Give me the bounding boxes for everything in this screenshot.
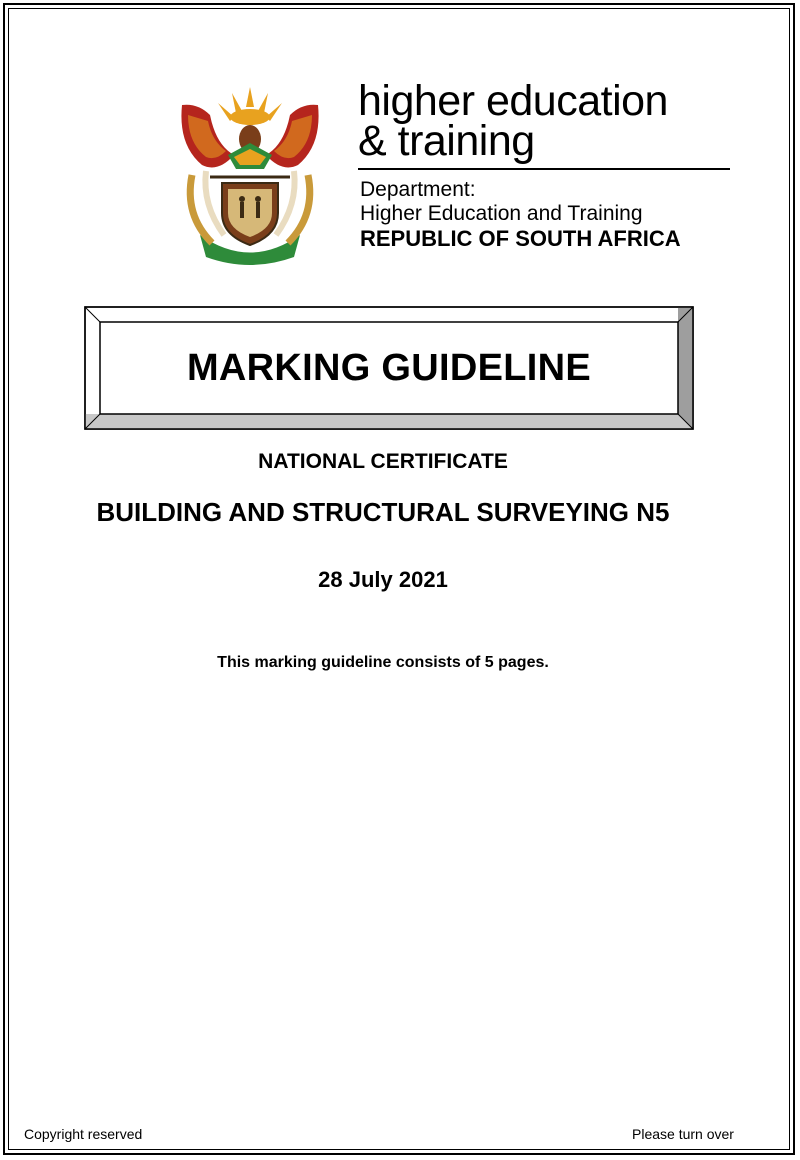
department-name: Higher Education and Training	[360, 202, 643, 225]
document-title: MARKING GUIDELINE	[186, 346, 592, 389]
department-wordmark	[358, 77, 738, 251]
wordmark-divider	[358, 168, 730, 170]
title-frame	[84, 306, 694, 430]
country-name: REPUBLIC OF SOUTH AFRICA	[360, 226, 681, 251]
footer-turn-over: Please turn over	[632, 1126, 734, 1142]
wordmark-line-1: higher education	[358, 77, 668, 125]
exam-date: 28 July 2021	[318, 567, 448, 592]
coat-of-arms-icon	[172, 85, 328, 267]
page-count-note: This marking guideline consists of 5 pages.	[217, 654, 549, 671]
department-label: Department:	[360, 178, 476, 201]
wordmark-line-2: & training	[358, 117, 535, 165]
coat-of-arms-logo	[172, 85, 328, 267]
subject-heading: BUILDING AND STRUCTURAL SURVEYING N5	[96, 497, 670, 527]
certificate-heading: NATIONAL CERTIFICATE	[258, 450, 508, 473]
rising-sun	[218, 87, 282, 125]
footer-copyright: Copyright reserved	[24, 1126, 143, 1142]
